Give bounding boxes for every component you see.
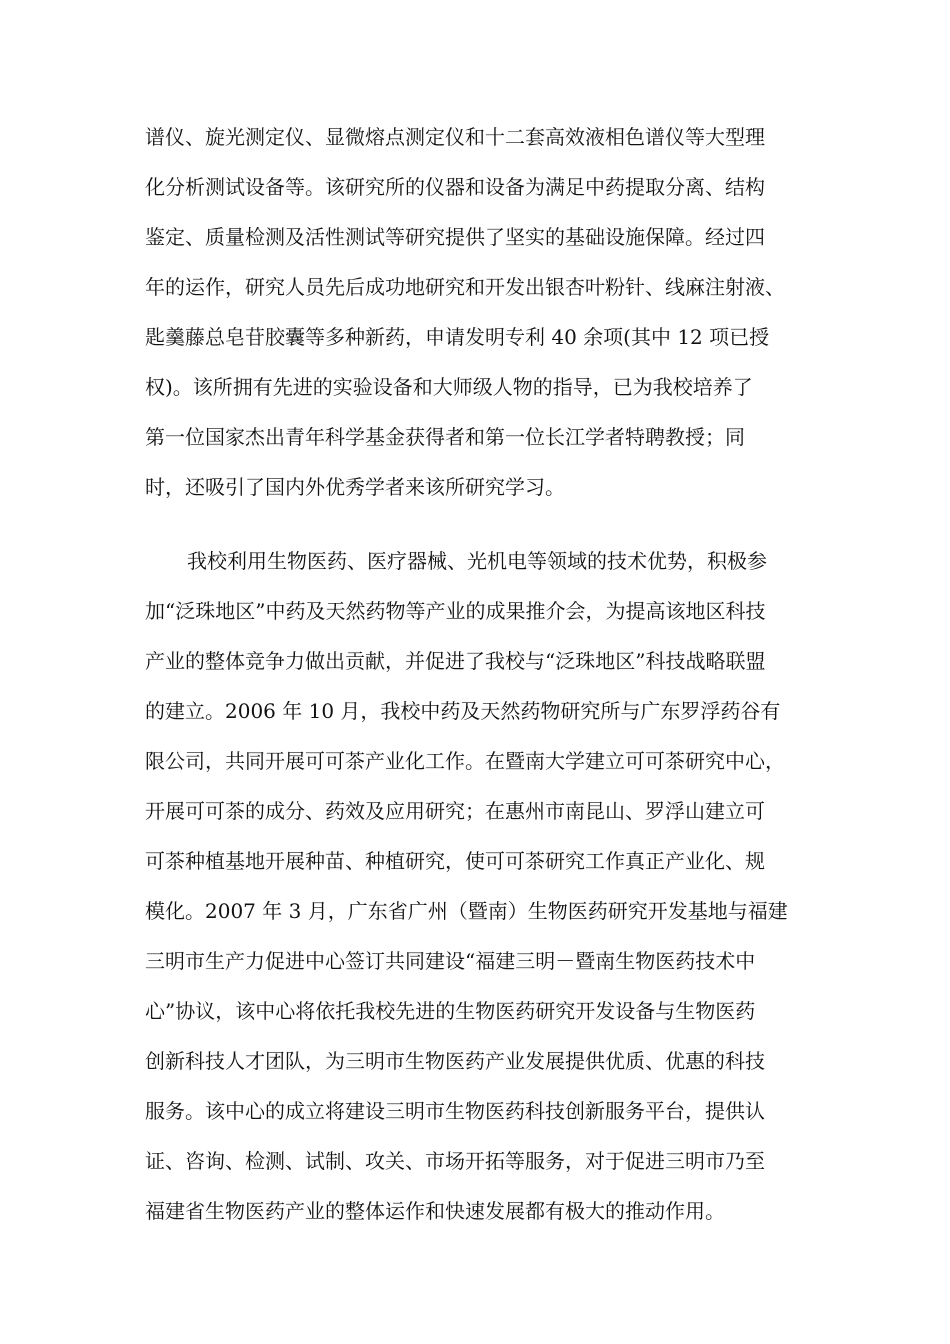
paragraph-line: 时，还吸引了国内外优秀学者来该所研究学习。 — [145, 475, 565, 499]
paragraph-industry-cooperation — [145, 536, 810, 1236]
paragraph-line: 证、咨询、检测、试制、攻关、市场开拓等服务，对于促进三明市乃至 — [145, 1149, 765, 1173]
paragraph-instrument-facilities — [145, 112, 810, 512]
paragraph-line: 开展可可茶的成分、药效及应用研究；在惠州市南昆山、罗浮山建立可 — [145, 799, 765, 823]
paragraph-line: 谱仪、旋光测定仪、显微熔点测定仪和十二套高效液相色谱仪等大型理 — [145, 125, 765, 149]
paragraph-line: 权)。该所拥有先进的实验设备和大师级人物的指导，已为我校培养了 — [145, 375, 753, 399]
paragraph-line: 加“泛珠地区”中药及天然药物等产业的成果推介会，为提高该地区科技 — [145, 599, 766, 623]
paragraph-line: 服务。该中心的成立将建设三明市生物医药科技创新服务平台，提供认 — [145, 1099, 765, 1123]
paragraph-line: 创新科技人才团队，为三明市生物医药产业发展提供优质、优惠的科技 — [145, 1049, 765, 1073]
paragraph-line: 心”协议，该中心将依托我校先进的生物医药研究开发设备与生物医药 — [145, 999, 756, 1023]
paragraph-line: 模化。2007 年 3 月，广东省广州（暨南）生物医药研究开发基地与福建 — [145, 899, 788, 923]
paragraph-line: 第一位国家杰出青年科学基金获得者和第一位长江学者特聘教授；同 — [145, 425, 745, 449]
paragraph-line: 化分析测试设备等。该研究所的仪器和设备为满足中药提取分离、结构 — [145, 175, 765, 199]
paragraph-line: 匙羹藤总皂苷胶囊等多种新药，申请发明专利 40 余项(其中 12 项已授 — [145, 325, 770, 349]
paragraph-line: 三明市生产力促进中心签订共同建设“福建三明－暨南生物医药技术中 — [145, 949, 756, 973]
paragraph-line: 限公司，共同开展可可茶产业化工作。在暨南大学建立可可茶研究中心， — [145, 749, 785, 773]
paragraph-line: 产业的整体竞争力做出贡献，并促进了我校与“泛珠地区”科技战略联盟 — [145, 649, 766, 673]
paragraph-line: 福建省生物医药产业的整体运作和快速发展都有极大的推动作用。 — [145, 1199, 725, 1223]
paragraph-line: 年的运作，研究人员先后成功地研究和开发出银杏叶粉针、线麻注射液、 — [145, 275, 785, 299]
paragraph-line: 的建立。2006 年 10 月，我校中药及天然药物研究所与广东罗浮药谷有 — [145, 699, 781, 723]
paragraph-line: 我校利用生物医药、医疗器械、光机电等领域的技术优势，积极参 — [187, 549, 767, 573]
paragraph-line: 可茶种植基地开展种苗、种植研究，使可可茶研究工作真正产业化、规 — [145, 849, 765, 873]
paragraph-line: 鉴定、质量检测及活性测试等研究提供了坚实的基础设施保障。经过四 — [145, 225, 765, 249]
